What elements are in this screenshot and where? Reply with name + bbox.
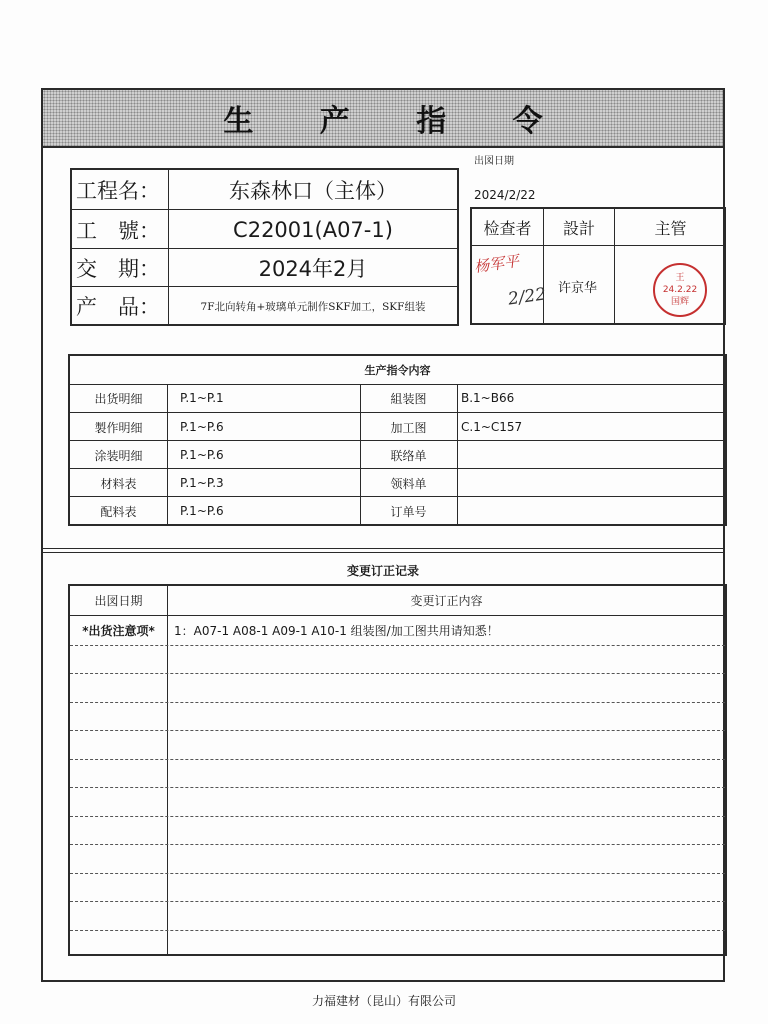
info-row <box>72 286 457 325</box>
production-row <box>70 496 725 525</box>
cell-label: 組装图 <box>390 391 427 406</box>
change-date <box>70 673 167 702</box>
info-value: 2024年2月 <box>258 257 368 281</box>
change-log-row <box>70 844 725 874</box>
change-date <box>70 759 167 788</box>
checker-date: 2/22 <box>506 284 548 310</box>
change-log-row <box>70 759 725 789</box>
seal-text: 24.2.22 <box>662 285 698 295</box>
section-divider <box>43 548 723 549</box>
cell-value: P.1~P.6 <box>180 420 224 434</box>
change-log-row <box>70 930 725 959</box>
issue-date-label: 出図日期 <box>474 156 514 167</box>
designer-name: 许京华 <box>558 281 598 296</box>
change-log-row <box>70 645 725 675</box>
seal-text: 国辉 <box>670 297 689 307</box>
production-content-table <box>68 354 727 526</box>
change-log-row <box>70 702 725 732</box>
production-row <box>70 440 725 469</box>
signoff-table <box>470 207 726 325</box>
cell-value: B.1~B66 <box>461 391 515 405</box>
form-title: 生 产 指 令 <box>223 104 571 139</box>
change-date <box>70 816 167 845</box>
production-order-form <box>41 88 725 982</box>
row-divider <box>472 245 724 246</box>
info-value: C22001(A07-1) <box>233 217 393 242</box>
production-row <box>70 412 725 441</box>
cell-value: P.1~P.3 <box>180 476 224 490</box>
info-label: 交 期： <box>72 249 169 287</box>
section-divider <box>43 552 723 553</box>
change-date <box>70 730 167 759</box>
info-label: 产 品： <box>72 287 169 325</box>
info-row <box>72 209 457 249</box>
header-date: 出図日期 <box>94 594 143 608</box>
cell-value: P.1~P.6 <box>180 448 224 462</box>
issue-date-value: 2024/2/22 <box>474 188 536 202</box>
checker-signature: 杨军平 <box>473 251 521 277</box>
change-log-row <box>70 730 725 760</box>
change-date <box>70 873 167 902</box>
cell-label: 加工图 <box>390 420 427 435</box>
change-log-title: 变更订正记录 <box>346 564 419 578</box>
production-row <box>70 384 725 412</box>
info-value: 7F北向转角+玻璃单元制作SKF加工，SKF组装 <box>200 300 426 313</box>
header-content: 变更订正内容 <box>410 594 483 608</box>
project-info-table <box>70 168 459 326</box>
form-title-bar <box>43 90 723 148</box>
change-log-table <box>68 584 727 956</box>
change-log-row <box>70 816 725 846</box>
cell-label: 订单号 <box>390 504 427 519</box>
cell-label: 出货明细 <box>94 391 143 406</box>
cell-label: 製作明细 <box>94 420 143 435</box>
cell-value: C.1~C157 <box>461 420 523 434</box>
cell-label: 联络单 <box>390 448 427 463</box>
production-table-title: 生产指令内容 <box>70 356 725 385</box>
production-row <box>70 468 725 497</box>
cell-label: 配料表 <box>100 504 137 519</box>
signoff-header: 主管 <box>654 218 687 238</box>
info-row <box>72 248 457 287</box>
change-date <box>70 844 167 873</box>
change-date <box>70 645 167 674</box>
cell-label: 涂装明细 <box>94 448 143 463</box>
company-footer: 力福建材（昆山）有限公司 <box>311 994 456 1008</box>
change-log-row <box>70 901 725 931</box>
info-label: 工程名： <box>72 170 169 209</box>
cell-value: P.1~P.6 <box>180 504 224 518</box>
signoff-header: 检查者 <box>483 218 532 238</box>
change-content: 1：A07-1 A08-1 A09-1 A10-1 组装图/加工图共用请知悉！ <box>174 623 499 638</box>
change-log-rows <box>70 616 725 954</box>
signoff-header: 設計 <box>562 218 595 238</box>
change-log-header <box>70 586 725 616</box>
change-date <box>70 702 167 731</box>
change-log-row <box>70 787 725 817</box>
change-log-row <box>70 873 725 903</box>
change-date: *出货注意项* <box>82 623 155 638</box>
cell-label: 材料表 <box>100 476 137 491</box>
change-date <box>70 901 167 930</box>
change-log-row <box>70 673 725 703</box>
approval-seal <box>653 263 707 317</box>
change-date <box>70 930 167 959</box>
seal-text: 王 <box>675 273 685 283</box>
cell-label: 领料单 <box>390 476 427 491</box>
info-label: 工 號： <box>72 210 169 249</box>
info-row <box>72 170 457 209</box>
change-date <box>70 787 167 816</box>
cell-value: P.1~P.1 <box>180 391 224 405</box>
change-log-row <box>70 616 725 646</box>
info-value: 东森林口（主体） <box>229 178 397 203</box>
